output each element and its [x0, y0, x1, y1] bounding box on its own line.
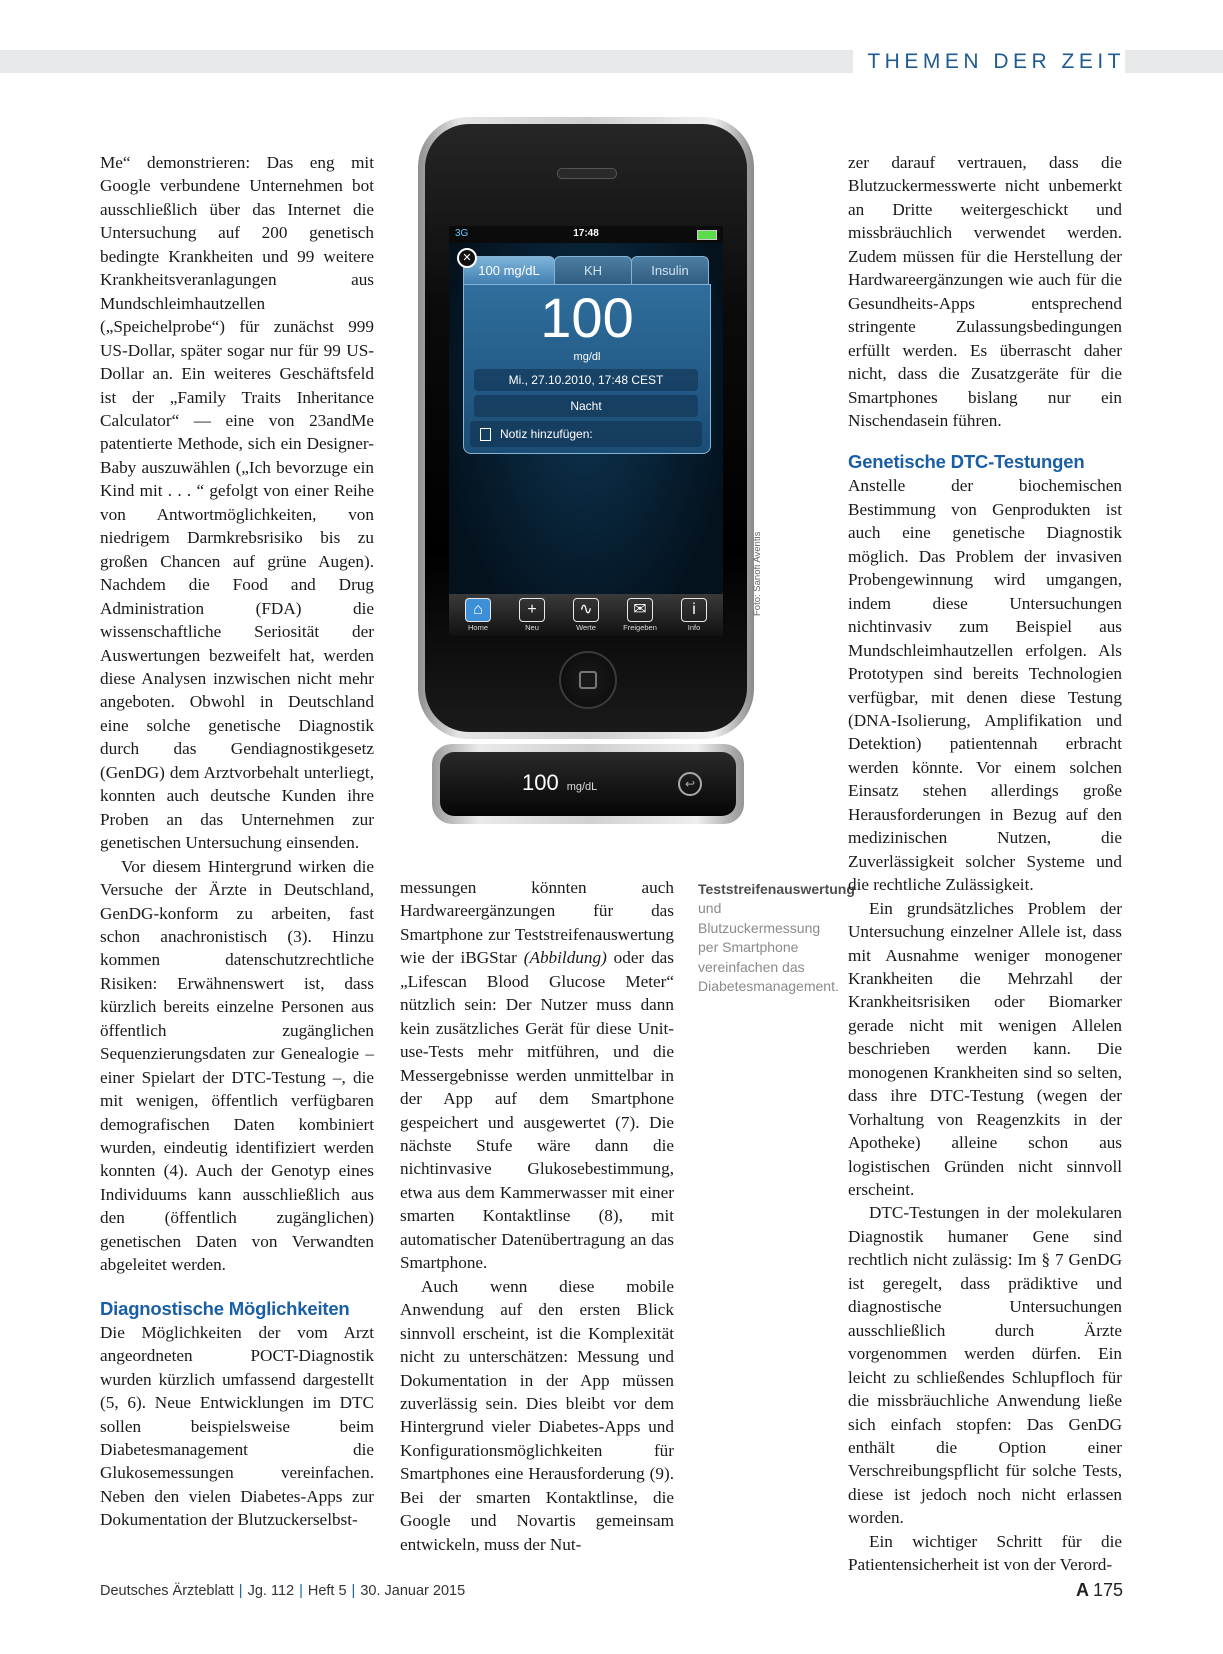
- dock-info: i Info: [669, 596, 719, 636]
- caption-bold: Teststreifenauswertung: [698, 881, 855, 897]
- section-heading: Genetische DTC-Testungen: [848, 451, 1085, 473]
- figure-reference: (Abbildung): [523, 948, 607, 968]
- journal-volume: Jg. 112: [247, 1583, 295, 1599]
- dongle-body: [440, 752, 736, 816]
- home-button: [559, 651, 617, 709]
- dock-values: ∿ Werte: [561, 596, 611, 636]
- dongle-value: 100: [522, 770, 559, 795]
- phone-screen: [449, 226, 723, 636]
- app-dock: [449, 594, 723, 636]
- chart-icon: ∿: [573, 598, 599, 622]
- paragraph: Ein wichtiger Schritt für die Patientensicherheit ist von der Verord-: [848, 1531, 1122, 1575]
- note-label: Notiz hinzufügen:: [500, 427, 593, 441]
- reading-panel: [463, 284, 711, 454]
- text-column-3: [848, 151, 1122, 1577]
- note-field: [470, 421, 702, 447]
- journal-issue: Heft 5: [307, 1583, 347, 1599]
- paragraph: Ein grundsätzliches Problem der Untersuchung einzelner Allele ist, dass mit Ausnahme weniger monogener Krankheiten die Mehrzahl der Krankheitsrisiken oder Biomarker gerade nicht mit wenigen Allelen beschrieben werden kann. Die monogenen Krankheiten sind so selten, dass ihre DTC-Testung (wegen der Vorhaltung von Reagenzkits in der Apotheke) alleine schon aus logistischen Gründen nicht sinnvoll erscheint.: [848, 898, 1122, 1200]
- paragraph: DTC-Testungen in der molekularen Diagnostik humaner Gene sind rechtlich nicht zulässig: Im § 7 GenDG ist geregelt, dass prädiktive und diagnostische Untersuchungen ausschließlich durch Ärzte vorgenommen werden dürfen. Ein leicht zu schließendes Schlupfloch für die missbräuchliche Anwendung ließe sich einfach stopfen: Das GenDG enthält die Option einer Verschreibungspflicht für solche Tests, diese ist jedoch noch nicht erlassen worden.: [848, 1203, 1122, 1528]
- footer-separator: |: [351, 1583, 356, 1599]
- paragraph: Vor diesem Hintergrund wirken die Versuche der Ärzte in Deutschland, GenDG-konform zu arbeiten, fast schon anachronistisch (3). Hinzu kommen datenschutzrechtliche Risiken: Erwähnenswert ist, dass kürzlich bereits einzelne Personen aus öffentlich zugänglichen Sequenzierungsdaten zur Genealogie – einer Spielart der DTC-Testung –, die mit wenigen, öffentlich verfügbaren demografischen Daten kombiniert wurden, eindeutig identifiziert werden konnten (4). Auch der Genotyp eines Individuums kann ausschließlich aus den (öffentlich zugänglichen) genetischen Daten von Verwandten abgeleitet werden.: [100, 856, 374, 1275]
- phone-statusbar: [449, 226, 723, 243]
- close-icon: ✕: [457, 248, 477, 268]
- plus-icon: +: [519, 598, 545, 622]
- dongle-unit: mg/dL: [566, 781, 598, 793]
- section-title: THEMEN DER ZEIT: [853, 50, 1125, 74]
- text-column-2: [400, 876, 674, 1556]
- tab-insulin: Insulin: [631, 256, 709, 286]
- glucose-meter-dongle: [432, 744, 744, 824]
- eject-icon: ↩: [678, 772, 702, 796]
- home-button-icon: [579, 671, 597, 689]
- home-icon: ⌂: [465, 598, 491, 622]
- page-value: 175: [1092, 1580, 1123, 1600]
- paragraph: zer darauf vertrauen, dass die Blutzuckermesswerte nicht unbemerkt an Dritte weitergeschickt und missbräuchlich verwendet werden. Zudem müssen für die Herstellung der Hardwareergänzungen wie auch für die Gesundheits-Apps entsprechend stringente Zulassungsbedingungen erfüllt werden. Es überrascht daher nicht, dass die Zusatzgeräte für die Smartphones bislang nur ein Nischendasein führen.: [848, 153, 1122, 430]
- tab-kh: KH: [554, 256, 632, 286]
- paragraph: Me“ demonstrieren: Das eng mit Google verbundene Unternehmen bot ausschließlich über das Internet die Untersuchung auf 200 genetisch bedingte Krankheiten und 99 weitere Krankheitsveranlagungen aus Mundschleimhautzellen („Speichelprobe“) für zunächst 999 US-Dollar, später sogar nur für 99 US-Dollar an. Ein weiteres Geschäftsfeld ist der „Family Traits Inheritance Calculator“ — eine von 23andMe patentierte Methode, sich ein Designer-Baby auszuwählen („Ich bevorzuge ein Kind mit . . . “ gefolgt von einer Reihe von Antwortmöglichkeiten, von niedrigem Darmkrebsrisiko bis zu großen Chancen auf grüne Augen). Nachdem die Food and Drug Administration (FDA) die wissenschaftliche Seriosität der Auswertungen bezweifelt hat, werden diese Analysen inzwischen nicht mehr angeboten. Obwohl in Deutschland eine solche genetische Diagnostik durch das Gendiagnostikgesetz (GenDG) dem Arztvorbehalt unterliegt, konnten auch deutsche Kunden ihre Proben an das Unternehmen zur genetischen Untersuchung einsenden.: [100, 153, 374, 853]
- reading-date: Mi., 27.10.2010, 17:48 CEST: [474, 369, 698, 391]
- status-time: 17:48: [573, 228, 599, 239]
- section-heading: Diagnostische Möglichkeiten: [100, 1297, 350, 1319]
- dock-home: ⌂ Home: [453, 596, 503, 636]
- paragraph: Die Möglichkeiten der vom Arzt angeordneten POCT-Diagnostik wurden kürzlich umfassend dargestellt (5, 6). Neue Entwicklungen im DTC sollen beispielsweise beim Diabetesmanagement die Glukosemessungen vereinfachen. Neben den vielen Diabetes-Apps zur Dokumentation der Blutzuckerselbst-: [100, 1322, 374, 1530]
- phone-speaker: [557, 168, 617, 179]
- paragraph: Anstelle der biochemischen Bestimmung von Genprodukten ist auch eine genetische Diagnostik möglich. Das Problem der invasiven Probengewinnung wird umgangen, indem diese Untersuchungen nichtinvasiv zum Beispiel aus Mundschleimhautzellen erfolgen. Als Prototypen sind bereits Technologien verfügbar, mit denen diese Testung (DNA-Isolierung, Amplifikation und Detektion) patientennah erbracht werden könnte. Vor einem solchen Einsatz stehen allerdings große Herausforderungen in Bezug auf den medizinischen Nutzen, die Zuverlässigkeit solcher Systeme und die rechtliche Zulässigkeit.: [848, 476, 1122, 895]
- footer-separator: |: [299, 1583, 303, 1599]
- info-icon: i: [681, 598, 707, 622]
- tab-glucose: 100 mg/dL: [463, 256, 555, 286]
- envelope-icon: ✉: [627, 598, 653, 622]
- reading-value: 100: [540, 286, 634, 349]
- footer-separator: |: [238, 1583, 243, 1599]
- phone-body: [425, 124, 747, 732]
- app-tabs: [463, 256, 709, 284]
- caption-text: und Blutzuckermessung per Smartphone vereinfachen das Diabetesmanagement.: [698, 900, 839, 995]
- signal-label: 3G: [455, 228, 469, 239]
- paragraph: messungen könnten auch Hardwareergänzungen für das Smartphone zur Teststreifenauswertung wie der iBGStar (Abbildung) oder das „Lifescan Blood Glucose Meter“ nützlich sein: Der Nutzer muss dann kein zusätzliches Gerät für diese Unit-use-Tests mehr mitführen, und die Messergebnisse werden unmittelbar in der App auf dem Smartphone gespeichert und ausgewertet (7). Die nächste Stufe wäre dann die nichtinvasive Glukosebestimmung, etwa aus dem Kammerwasser mit einer smarten Kontaktlinse (8), mit automatischer Datenübertragung an das Smartphone.: [400, 878, 674, 1273]
- paragraph: Auch wenn diese mobile Anwendung auf den ersten Blick sinnvoll erscheint, ist die Komplexität nicht zu unterschätzen: Messung und Dokumentation in der App müssen zuverlässig sein. Dies bleibt vor dem Hintergrund vieler Diabetes-Apps und Konfigurationsmöglichkeiten für Smartphones eine Herausforderung (9). Bei der smarten Kontaktlinse, die Google und Novartis gemeinsam entwickeln, muss der Nut-: [400, 1276, 674, 1554]
- dock-new: + Neu: [507, 596, 557, 636]
- reading-period: Nacht: [474, 395, 698, 417]
- dongle-display: [522, 770, 597, 796]
- dock-share: ✉ Freigeben: [615, 596, 665, 636]
- figure-caption: [698, 880, 855, 996]
- issue-date: 30. Januar 2015: [360, 1583, 466, 1599]
- battery-icon: [697, 230, 717, 240]
- phone-illustration: [418, 117, 754, 739]
- page-number: [1076, 1580, 1123, 1601]
- page-prefix: A: [1075, 1580, 1089, 1600]
- text-column-1: [100, 151, 374, 1532]
- photo-credit: Foto: Sanofi Aventis: [752, 531, 763, 616]
- footer: [100, 1583, 465, 1599]
- reading-unit: mg/dl: [573, 351, 601, 363]
- journal-name: Deutsches Ärzteblatt: [100, 1583, 234, 1599]
- document-icon: [480, 428, 491, 441]
